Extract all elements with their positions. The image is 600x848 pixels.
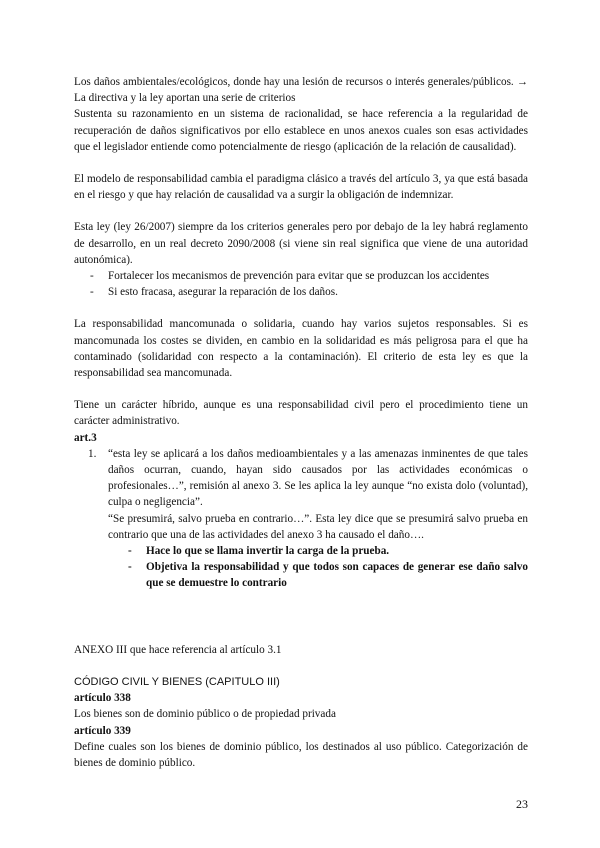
- list-item: - Si esto fracasa, asegurar la reparación de los daños.: [74, 284, 528, 300]
- codigo-civil-title: CÓDIGO CIVIL Y BIENES (CAPITULO III): [74, 675, 280, 688]
- article-338-text: Los bienes son de dominio público o de propiedad privada: [74, 708, 336, 721]
- art3-heading: art.3: [74, 431, 97, 444]
- article-339-heading: artículo 339: [74, 724, 131, 737]
- list-item: - Objetiva la responsabilidad y que todos son capaces de generar ese daño salvo que se demuestre lo contrario: [74, 559, 528, 591]
- page-content: [74, 74, 528, 771]
- art3-item-1: [74, 446, 528, 543]
- art3-item-text-2: “Se presumirá, salvo prueba en contrario…”. Esta ley dice que se presumirá salvo prueba en contrario que una de las actividades del anexo 3 ha causado el daño….: [108, 512, 528, 541]
- list-item: - Fortalecer los mecanismos de prevención para evitar que se produzcan los accidentes: [74, 268, 528, 284]
- paragraph-damages: Los daños ambientales/ecológicos, donde hay una lesión de recursos o interés generales/públicos. → La directiva y la ley aportan una serie de criterios: [74, 76, 528, 105]
- page-number: 23: [516, 797, 528, 811]
- paragraph-rationality: Sustenta su razonamiento en un sistema de racionalidad, se hace referencia a la regularidad de recuperación de daños significativos por ello establece en unos anexos cuales son esas actividades que el legislador entiende como potencialmente de riesgo (aplicación de la relación de causalidad).: [74, 108, 528, 153]
- article-339-text: Define cuales son los bienes de dominio público, los destinados al uso público. Categorización de bienes de dominio público.: [74, 740, 528, 769]
- paragraph-law-26-2007: Esta ley (ley 26/2007) siempre da los criterios generales pero por debajo de la ley habrá reglamento de desarrollo, en un real decreto 2090/2008 (si viene sin real significa que viene de una autoridad autonómica).: [74, 221, 528, 266]
- art3-bold-list: [74, 543, 528, 592]
- paragraph-hybrid-character: Tiene un carácter híbrido, aunque es una responsabilidad civil pero el procedimiento tiene un carácter administrativo.: [74, 399, 528, 428]
- paragraph-responsibility-model: El modelo de responsabilidad cambia el paradigma clásico a través del artículo 3, ya que está basada en el riesgo y que hay relación de causalidad va a surgir la obligación de indemnizar.: [74, 173, 528, 202]
- law-objectives-list: [74, 268, 528, 300]
- anexo-reference: ANEXO III que hace referencia al artículo 3.1: [74, 643, 282, 656]
- item-number: 1.: [88, 447, 97, 460]
- article-338-heading: artículo 338: [74, 692, 131, 705]
- art3-item-text-1: “esta ley se aplicará a los daños medioambientales y a las amenazas inminentes de que tales daños ocurran, cuando, hayan sido causados por las actividades económicas o profesionales…”, remisión al anexo 3. Se les aplica la ley aunque “no exista dolo (voluntad), culpa o negligencia”.: [108, 447, 528, 509]
- paragraph-joint-liability: La responsabilidad mancomunada o solidaria, cuando hay varios sujetos responsables. Si es mancomunada los costes se dividen, en cambio en la solidaridad es más peligrosa para el que ha contaminado (solidaridad con respecto a la contaminación). El criterio de esta ley es que la responsabilidad sea mancomunada.: [74, 318, 528, 380]
- list-item: - Hace lo que se llama invertir la carga de la prueba.: [74, 543, 528, 559]
